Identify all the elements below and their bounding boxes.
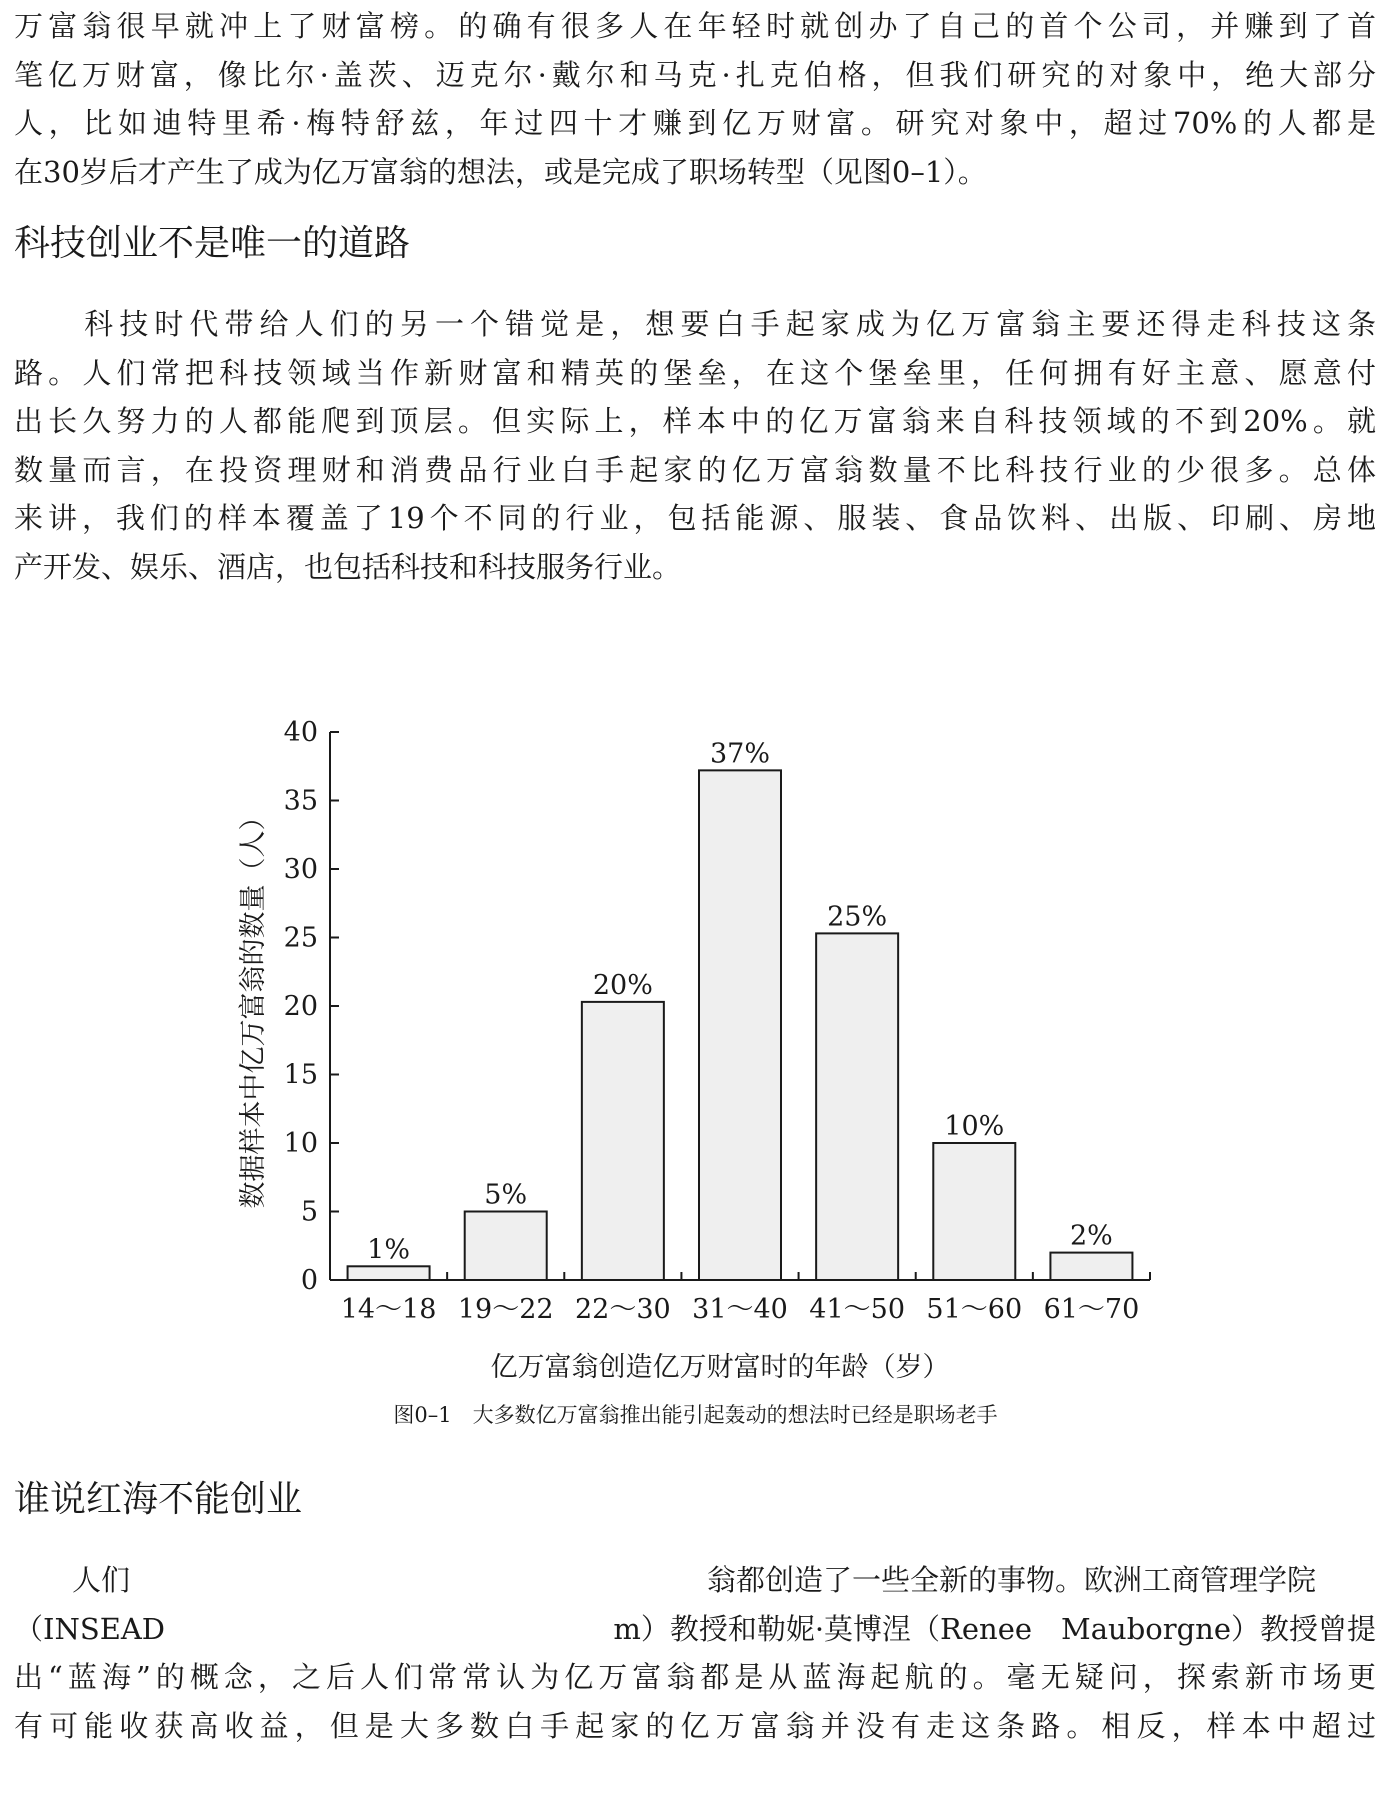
bar — [816, 933, 898, 1280]
x-axis-label: 亿万富翁创造亿万财富时的年龄（岁） — [490, 1352, 950, 1383]
x-tick-label: 22～30 — [574, 1294, 671, 1325]
text-fragment: 翁都创造了一些全新的事物。欧洲工商管理学院 — [706, 1563, 1316, 1597]
y-axis-label-group — [238, 804, 269, 1209]
y-tick-label: 5 — [300, 1196, 318, 1228]
bar-chart-svg — [0, 700, 1391, 1400]
figure-caption: 图0–1 大多数亿万富翁推出能引起轰动的想法时已经是职场老手 — [393, 1403, 998, 1427]
y-tick-label: 20 — [283, 991, 318, 1022]
x-tick-label: 31～40 — [692, 1294, 788, 1325]
x-tick-label: 14～18 — [340, 1294, 437, 1325]
bar — [699, 770, 781, 1280]
paragraph-intro — [14, 2, 1376, 196]
bar-data-label: 1% — [367, 1234, 410, 1266]
section-heading-redsea: 谁说红海不能创业 — [14, 1479, 303, 1520]
text-line — [14, 1556, 1376, 1605]
bar — [465, 1212, 547, 1281]
text-fragment: （INSEAD — [14, 1611, 166, 1646]
bar — [348, 1266, 430, 1280]
y-tick-label: 30 — [283, 854, 318, 885]
text-line: 路。人们常把科技领域当作新财富和精英的堡垒，在这个堡垒里，任何拥有好主意、愿意付 — [14, 355, 1376, 390]
paragraph-redsea — [14, 1556, 1376, 1750]
text-line: 笔亿万财富，像比尔·盖茨、迈克尔·戴尔和马克·扎克伯格，但我们研究的对象中，绝大部分 — [14, 57, 1376, 92]
x-tick-label: 51～60 — [926, 1294, 1023, 1325]
text-line: 万富翁很早就冲上了财富榜。的确有很多人在年轻时就创办了自己的首个公司，并赚到了首 — [14, 9, 1376, 43]
bar-data-label: 2% — [1070, 1220, 1113, 1252]
text-fragment: 人们 — [14, 1563, 131, 1597]
bar-data-label: 5% — [484, 1179, 528, 1211]
text-line: 在30岁后才产生了成为亿万富翁的想法，或是完成了职场转型（见图0–1）。 — [14, 154, 987, 189]
x-tick-label: 61～70 — [1043, 1294, 1140, 1325]
y-tick-label: 15 — [283, 1059, 318, 1091]
bar-data-label: 37% — [709, 738, 771, 770]
section-heading-tech: 科技创业不是唯一的道路 — [14, 223, 411, 264]
bar — [933, 1143, 1015, 1280]
bar-data-label: 10% — [944, 1111, 1005, 1142]
bar-data-label: 25% — [827, 901, 888, 933]
text-line: 出“蓝海”的概念，之后人们常常认为亿万富翁都是从蓝海起航的。毫无疑问，探索新市场更 — [14, 1660, 1376, 1694]
text-line — [14, 1605, 1376, 1654]
x-tick-label: 41～50 — [809, 1294, 906, 1325]
text-line: 出长久努力的人都能爬到顶层。但实际上，样本中的亿万富翁来自科技领域的不到20%。就 — [14, 404, 1376, 438]
y-tick-label: 0 — [300, 1265, 318, 1296]
text-fragment: m）教授和勒妮·莫博涅（Renee Mauborgne）教授曾提 — [613, 1611, 1376, 1646]
text-line: 数量而言，在投资理财和消费品行业白手起家的亿万富翁数量不比科技行业的少很多。总体 — [14, 452, 1376, 487]
text-line: 来讲，我们的样本覆盖了19个不同的行业，包括能源、服装、食品饮料、出版、印刷、房地 — [14, 501, 1376, 535]
text-line: 产开发、娱乐、酒店，也包括科技和科技服务行业。 — [14, 549, 682, 584]
bar — [582, 1002, 664, 1280]
x-tick-label: 19～22 — [457, 1294, 554, 1325]
text-line: 人，比如迪特里希·梅特舒兹，年过四十才赚到亿万财富。研究对象中，超过70%的人都是 — [14, 106, 1376, 140]
age-bar-chart — [0, 700, 1391, 1460]
text-line: 科技时代带给人们的另一个错觉是，想要白手起家成为亿万富翁主要还得走科技这条 — [14, 307, 1376, 341]
y-tick-label: 10 — [283, 1128, 318, 1159]
chart-bars — [348, 738, 1133, 1280]
text-line: 有可能收获高收益，但是大多数白手起家的亿万富翁并没有走这条路。相反，样本中超过 — [14, 1708, 1376, 1743]
y-axis-label: 数据样本中亿万富翁的数量（人） — [238, 803, 269, 1209]
bar — [1050, 1253, 1132, 1280]
paragraph-tech — [14, 300, 1376, 591]
y-tick-label: 40 — [283, 717, 318, 748]
bar-data-label: 20% — [592, 969, 653, 1001]
y-tick-label: 35 — [283, 785, 318, 817]
y-tick-label: 25 — [283, 922, 318, 954]
